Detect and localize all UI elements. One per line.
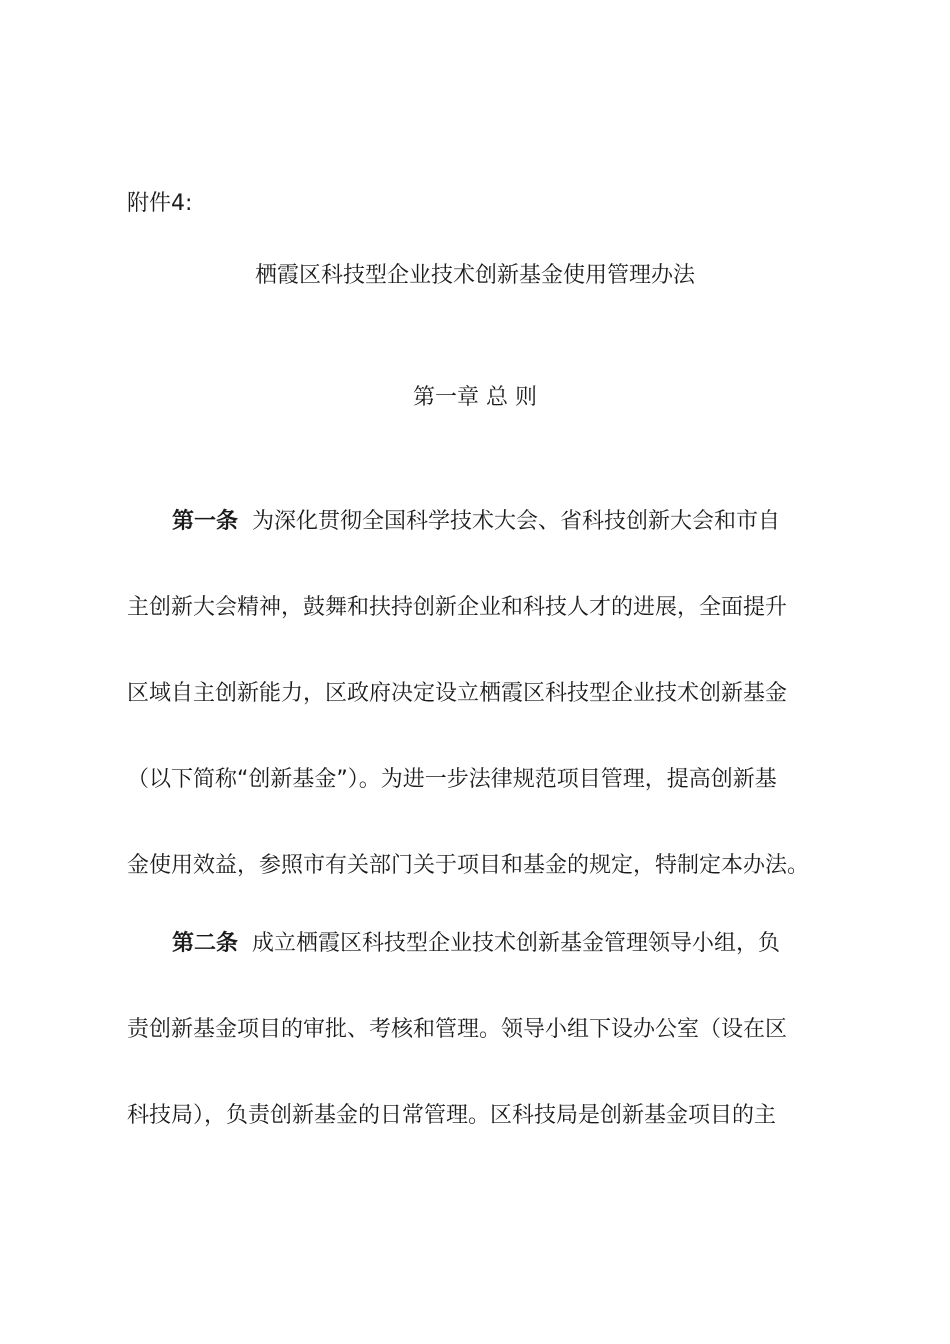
article-1-line-3: 区域自主创新能力，区政府决定设立栖霞区科技型企业技术创新基金 bbox=[127, 681, 788, 706]
article-2-line-2: 责创新基金项目的审批、考核和管理。领导小组下设办公室（设在区 bbox=[127, 1017, 788, 1042]
article-1-line-4: （以下简称“创新基金”）。为进一步法律规范项目管理，提高创新基 bbox=[127, 767, 777, 792]
article-1-line-2: 主创新大会精神，鼓舞和扶持创新企业和科技人才的进展，全面提升 bbox=[127, 595, 788, 620]
article-2-label: 第二条 bbox=[172, 931, 239, 956]
article-2-line-3: 科技局），负责创新基金的日常管理。区科技局是创新基金项目的主 bbox=[127, 1103, 777, 1128]
attachment-label: 附件4: bbox=[127, 191, 193, 216]
article-2-text: 成立栖霞区科技型企业技术创新基金管理领导小组，负 bbox=[252, 931, 781, 956]
article-1-text: 为深化贯彻全国科学技术大会、省科技创新大会和市自 bbox=[252, 509, 781, 534]
article-1-line-5: 金使用效益，参照市有关部门关于项目和基金的规定，特制定本办法。 bbox=[127, 853, 810, 878]
article-2-line-1 bbox=[172, 928, 827, 960]
article-1-label: 第一条 bbox=[172, 509, 239, 534]
document-title: 栖霞区科技型企业技术创新基金使用管理办法 bbox=[254, 263, 695, 288]
article-1-line-1 bbox=[172, 506, 827, 538]
chapter-heading: 第一章 总 则 bbox=[413, 385, 537, 410]
